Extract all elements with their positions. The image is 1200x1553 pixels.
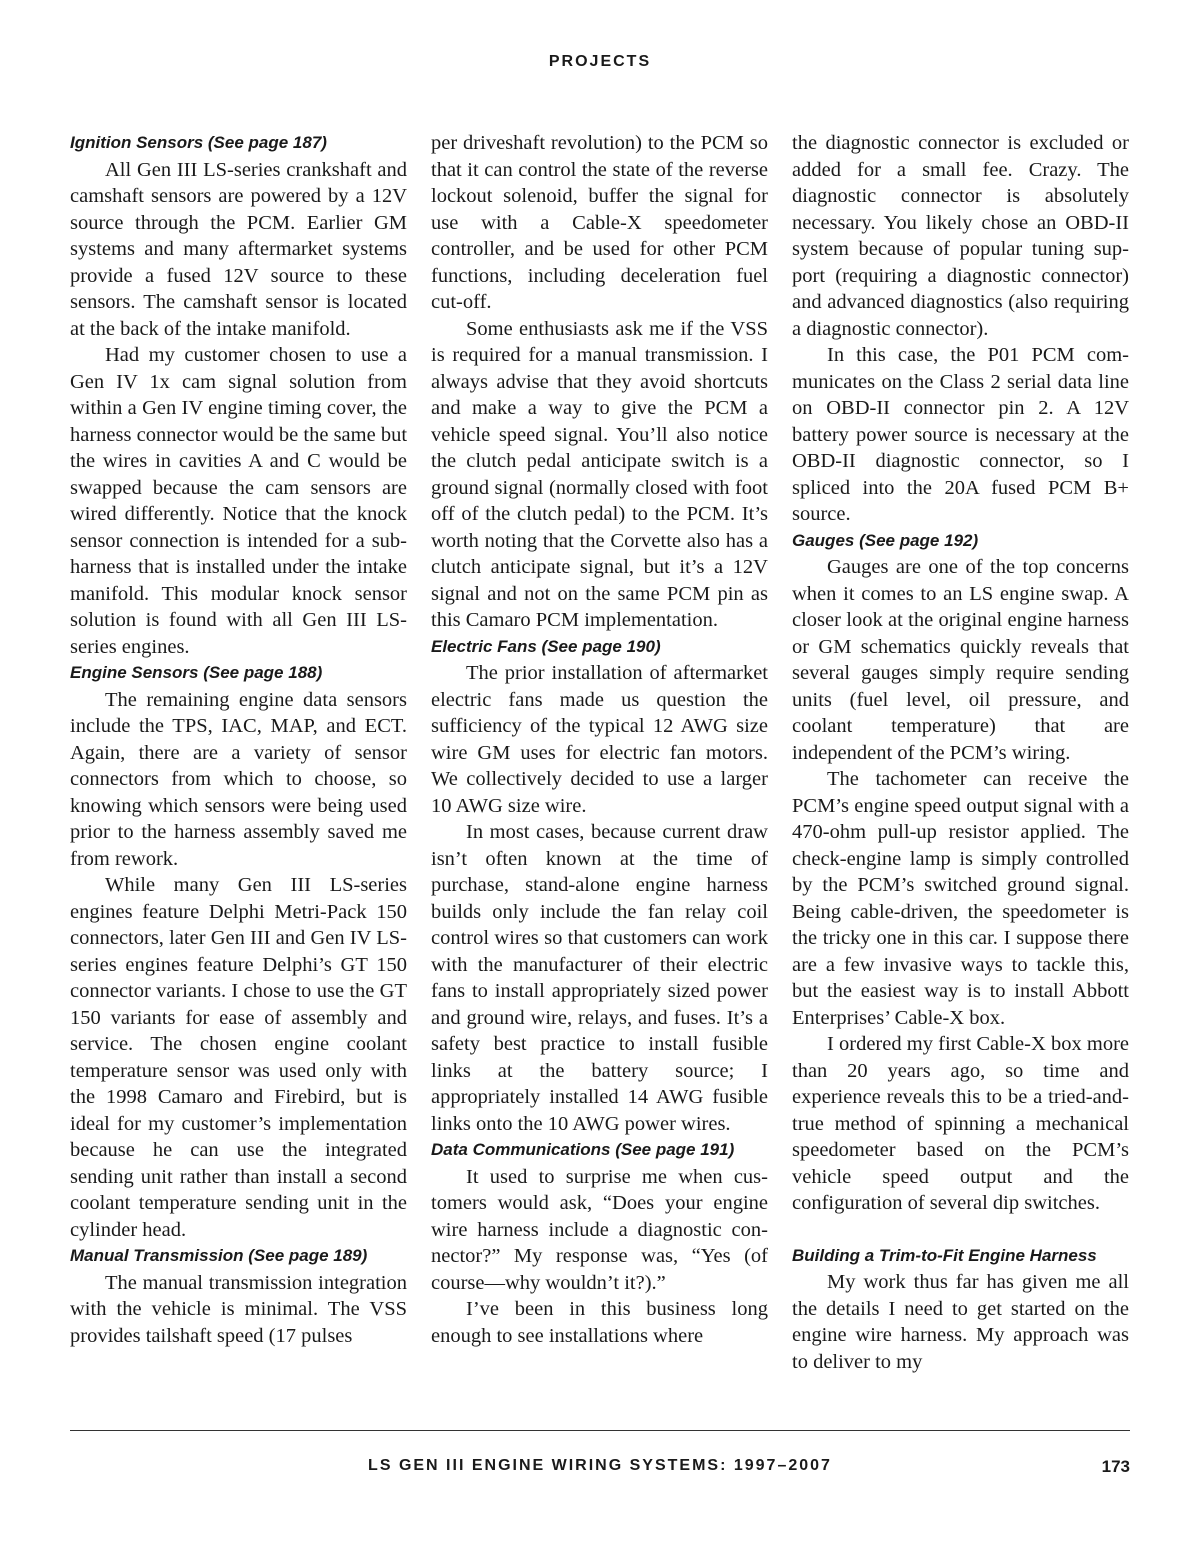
text-column-2 (431, 130, 768, 1400)
text-columns (70, 130, 1129, 1400)
body-paragraph: Some enthusiasts ask me if the VSS is required for a manual transmission. I always advise that they avoid shortcuts and make a way to give the PCM a vehicle speed signal. You’ll also notice the clutch pedal anticipate switch is a ground signal (normally closed with foot off of the clutch pedal) to the PCM. It’s worth noting that the Corvette also has a clutch anticipate signal, but it’s a 12V signal and not on the same PCM pin as this Camaro PCM implementation. (431, 317, 768, 631)
page-number: 173 (1101, 1457, 1130, 1476)
section-header: PROJECTS (548, 53, 652, 70)
body-paragraph: The prior installation of aftermarket electric fans made us question the sufficiency of the typical 12 AWG size wire GM uses for electric fan motors. We collectively decided to use a larger 10 AWG size wire. (431, 662, 768, 817)
body-paragraph: The remaining engine data sensors include the TPS, IAC, MAP, and ECT. Again, there are a variety of sensor connectors from which to choose, so knowing which sensors were being used prior to the harness assembly saved me from rework. (70, 688, 407, 870)
book-title: LS GEN III ENGINE WIRING SYSTEMS: 1997–2007 (368, 1457, 832, 1474)
section-heading: Manual Transmission (See page 189) (70, 1246, 368, 1265)
text-column-1 (70, 130, 407, 1400)
section-heading: Electric Fans (See page 190) (431, 636, 661, 656)
section-heading: Building a Trim-to-Fit Engine Harness (792, 1245, 1097, 1265)
body-paragraph: The manual transmission integration with the vehicle is minimal. The VSS provides tailshaft speed (17 pulses (70, 1271, 407, 1347)
section-heading: Gauges (See page 192) (792, 530, 979, 550)
body-paragraph: Had my customer chosen to use a Gen IV 1x cam signal solution from within a Gen IV engine timing cover, the harness connector would be the same but the wires in cavities A and C would be swapped because the cam sensors are wired differently. Notice that the knock sensor connection is intended for a sub-harness that is installed under the intake manifold. This modular knock sensor solution is found with all Gen III LS-series engines. (70, 344, 407, 658)
section-heading: Engine Sensors (See page 188) (70, 663, 323, 682)
body-paragraph: I ordered my first Cable-X box more than 20 years ago, so time and experience reveals this to be a tried-and-true method of spinning a mechanical speedometer based on the PCM’s vehicle speed output and the configuration of several dip switches. (792, 1033, 1129, 1214)
body-paragraph: My work thus far has given me all the details I need to get started on the engine wire harness. My approach was to deliver to my (792, 1271, 1129, 1373)
section-heading: Data Communications (See page 191) (431, 1140, 735, 1159)
body-paragraph: per driveshaft revolution) to the PCM so that it can control the state of the reverse lockout solenoid, buffer the signal for use with a Cable-X speedometer controller, and be used for other PCM functions, including deceleration fuel cut-off. (431, 132, 768, 313)
body-paragraph: In most cases, because current draw isn’t often known at the time of purchase, stand-alone engine harness builds only include the fan relay coil control wires so that customers can work with the manufacturer of their electric fans to install appropriately sized power and ground wire, relays, and fuses. It’s a safety best practice to install fusible links at the battery source; I appropriately installed 14 AWG fusible links onto the 10 AWG power wires. (431, 821, 768, 1135)
body-paragraph: I’ve been in this business long enough to see installations where (431, 1298, 768, 1347)
body-paragraph: Gauges are one of the top concerns when it comes to an LS engine swap. A closer look at the original engine harness or GM schematics quickly reveals that several gauges simply require sending units (fuel level, oil pressure, and coolant temperature) that are independent of the PCM’s wiring. (792, 556, 1129, 764)
footer-divider (70, 1430, 1130, 1431)
body-paragraph: The tachometer can receive the PCM’s engine speed output signal with a 470-ohm pull-up resistor applied. The check-engine lamp is simply controlled by the PCM’s switched ground signal. Being cable-driven, the speedometer is the tricky one in this car. I suppose there are a few invasive ways to tackle this, but the easiest way is to install Abbott Enterprises’ Cable-X box. (792, 768, 1129, 1029)
body-paragraph: It used to surprise me when customers would ask, “Does your engine wire harness include a diagnostic connector?” My response was, “Yes (of course—why wouldn’t it?).” (431, 1165, 768, 1294)
body-paragraph: the diagnostic connector is excluded or added for a small fee. Crazy. The diagnostic connector is absolutely necessary. You likely chose an OBD-II system because of popular tuning support (requiring a diagnostic connector) and advanced diagnostics (also requiring a diagnostic connector). (792, 132, 1129, 340)
body-paragraph: All Gen III LS-series crankshaft and camshaft sensors are powered by a 12V source through the PCM. Earlier GM systems and many aftermarket systems provide a fused 12V source to these sensors. The camshaft sensor is located at the back of the intake manifold. (70, 158, 407, 340)
text-column-3 (792, 130, 1129, 1400)
section-heading: Ignition Sensors (See page 187) (70, 133, 327, 152)
body-paragraph: While many Gen III LS-series engines feature Delphi Metri-Pack 150 connectors, later Gen III and Gen IV LS-series engines feature Delphi’s GT 150 connector variants. I chose to use the GT 150 variants for ease of assembly and service. The chosen engine coolant temperature sensor was used only with the 1998 Camaro and Firebird, but is ideal for my customer’s implementation because he can use the integrated sending unit rather than install a second coolant temperature sending unit in the cylinder head. (70, 874, 407, 1241)
body-paragraph: In this case, the P01 PCM communicates on the Class 2 serial data line on OBD-II connector pin 2. A 12V battery power source is necessary at the OBD-II diagnostic connector, so I spliced into the 20A fused PCM B+ source. (792, 344, 1129, 525)
